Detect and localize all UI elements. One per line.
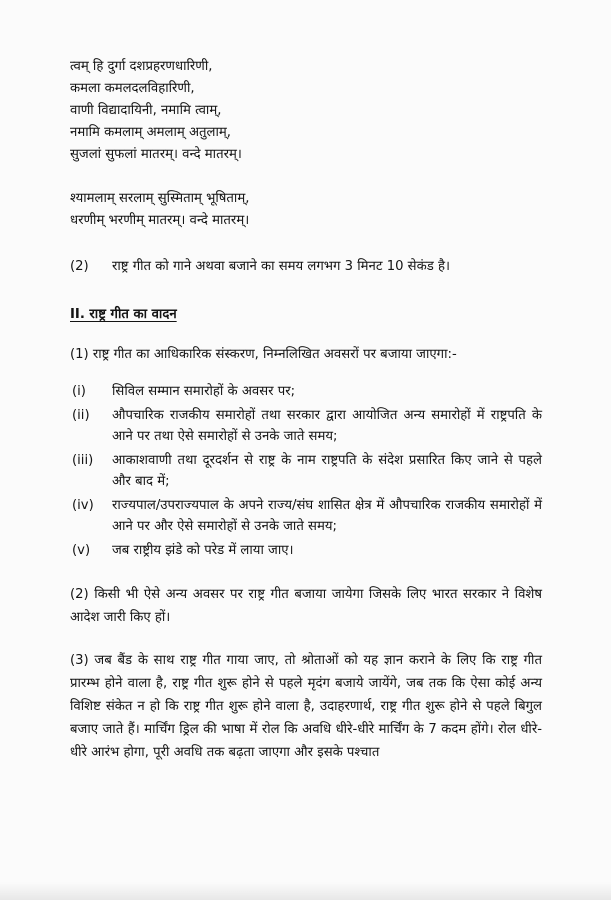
section-heading: II. राष्ट्र गीत का वादन bbox=[70, 307, 177, 322]
document-content bbox=[70, 56, 542, 764]
list-item bbox=[70, 495, 542, 537]
verse-line: धरणीम् भरणीम् मातरम्। वन्दे मातरम्। bbox=[70, 213, 250, 228]
paragraph-band-procedure: (3) जब बैंड के साथ राष्ट्र गीत गाया जाए, तो श्रोताओं को यह ज्ञान कराने के लिए कि राष्ट्र गीत प्रारम्भ होने वाला है, राष्ट्र गीत शुरू होने से पहले मृदंग बजाये जायेंगे, जब तक कि ऐसा कोई अन्य विशिष्ट संकेत न हो कि राष्ट्र गीत शुरू होने वाला है, उदाहरणार्थ, राष्ट्र गीत शुरू होने से पहले बिगुल बजाए जाते हैं। मार्चिंग ड्रिल की भाषा में रोल कि अवधि धीरे-धीरे मार्चिंग के 7 कदम होंगे। रोल धीरे-धीरे आरंभ होगा, पूरी अवधि तक बढ़ता जाएगा और इसके पश्चात bbox=[70, 653, 542, 760]
verse-line: वाणी विद्यादायिनी, नमामि त्वाम्, bbox=[70, 103, 222, 118]
section-intro: (1) राष्ट्र गीत का आधिकारिक संस्करण, निम्नलिखित अवसरों पर बजाया जाएगा:- bbox=[70, 347, 457, 362]
verse-line: सुजलां सुफलां मातरम्। वन्दे मातरम्। bbox=[70, 147, 242, 162]
list-marker: (iv) bbox=[72, 498, 94, 513]
paragraph-special-orders: (2) किसी भी ऐसे अन्य अवसर पर राष्ट्र गीत बजाया जायेगा जिसके लिए भारत सरकार ने विशेष आदेश जारी किए हों। bbox=[70, 587, 542, 625]
note-text: राष्ट्र गीत को गाने अथवा बजाने का समय लगभग 3 मिनट 10 सेकंड है। bbox=[112, 259, 450, 274]
list-marker: (iii) bbox=[72, 453, 94, 468]
verse-line: कमला कमलदलविहारिणी, bbox=[70, 81, 195, 96]
list-text: औपचारिक राजकीय समारोहों तथा सरकार द्वारा आयोजित अन्य समारोहों में राष्ट्रपति के आने पर तथा ऐसे समारोहों से उनके जाते समय; bbox=[112, 408, 542, 444]
verse-line: श्यामलाम् सरलाम् सुस्मिताम् भूषिताम्, bbox=[70, 191, 250, 206]
note-number: (2) bbox=[70, 259, 89, 274]
list-text: सिविल सम्मान समारोहों के अवसर पर; bbox=[112, 384, 296, 399]
list-text: आकाशवाणी तथा दूरदर्शन से राष्ट्र के नाम राष्ट्रपति के संदेश प्रसारित किए जाने से पहले और बाद में; bbox=[112, 453, 542, 489]
occasion-list bbox=[70, 381, 542, 561]
verse-stanza-2 bbox=[70, 188, 542, 232]
list-marker: (i) bbox=[72, 384, 86, 399]
list-marker: (v) bbox=[72, 543, 91, 558]
list-item bbox=[70, 405, 542, 447]
list-text: जब राष्ट्रीय झंडे को परेड में लाया जाए। bbox=[112, 543, 294, 558]
list-item bbox=[70, 381, 542, 402]
list-text: राज्यपाल/उपराज्यपाल के अपने राज्य/संघ शासित क्षेत्र में औपचारिक राजकीय समारोहों में आने पर और ऐसे समारोहों से उनके जाते समय; bbox=[112, 498, 542, 534]
list-item bbox=[70, 540, 542, 561]
list-marker: (ii) bbox=[72, 408, 90, 423]
list-item bbox=[70, 450, 542, 492]
duration-note bbox=[70, 256, 542, 277]
verse-line: नमामि कमलाम् अमलाम् अतुलाम्, bbox=[70, 125, 231, 140]
verse-stanza-1 bbox=[70, 56, 542, 166]
verse-line: त्वम् हि दुर्गा दशप्रहरणधारिणी, bbox=[70, 59, 213, 74]
